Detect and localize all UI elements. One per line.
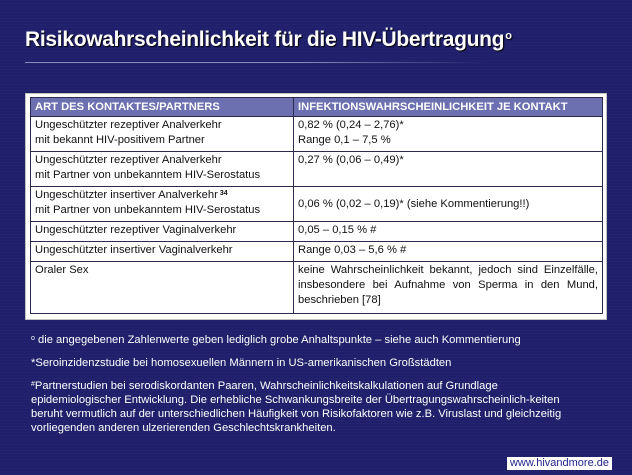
probability-cell: 0,06 % (0,02 – 0,19)* (siehe Kommentierung!!): [294, 187, 603, 222]
contact-cell: Ungeschützter insertiver Vaginalverkehr: [31, 242, 294, 262]
footnotes: [31, 333, 591, 444]
contact-cell: Ungeschützter rezeptiver Analverkehr mit bekannt HIV-positivem Partner: [31, 117, 294, 152]
reference-superscript: 34: [219, 190, 228, 197]
title-underline: [25, 62, 485, 63]
footnote-seroincidence: *Seroinzidenzstudie bei homosexuellen Männern in US-amerikanischen Großstädten: [31, 357, 452, 369]
table-row: [31, 242, 603, 262]
table-panel: [25, 93, 607, 320]
footnote-approximate: $^o$ die angegebenen Zahlenwerte geben lediglich grobe Anhaltspunkte – siehe auch Kommentierung: [31, 334, 521, 346]
table-row: [31, 262, 603, 314]
source-link[interactable]: www.hivandmore.de: [507, 457, 612, 470]
footnote-partner-studies: #Partnerstudien bei serodiskordanten Paaren, Wahrscheinlichkeitskalkulationen auf Grundlage epidemiologischer Entwicklung. Die erhebliche Schwankungsbreite der Übertragungswahrscheinlich-keiten beruht vermutlich auf der unterschiedlichen Häufigkeit von Risikofaktoren wie z.B. Viruslast und gleichzeitig vorliegenden anderen ulzerierenden Geschlechtskrankheiten.: [31, 380, 562, 434]
contact-cell: Oraler Sex: [31, 262, 294, 314]
contact-cell: Ungeschützter rezeptiver Vaginalverkehr: [31, 222, 294, 242]
contact-cell: Ungeschützter insertiver Analverkehr $^{34}$ mit Partner von unbekanntem HIV-Serostatus: [31, 187, 294, 222]
probability-cell: keine Wahrscheinlichkeit bekannt, jedoch sind Einzelfälle, insbesondere bei Aufnahme von Sperma in den Mund, beschrieben [78]: [294, 262, 603, 314]
title-footnote-mark: o: [505, 30, 512, 42]
header-contact: ART DES KONTAKTES/PARTNERS: [31, 98, 294, 117]
probability-cell: 0,27 % (0,06 – 0,49)*: [294, 152, 603, 187]
probability-cell: Range 0,03 – 5,6 % #: [294, 242, 603, 262]
page-title: Risikowahrscheinlichkeit für die HIV-Übertragung$^o$: [25, 28, 512, 51]
probability-cell: 0,05 – 0,15 % #: [294, 222, 603, 242]
contact-cell: Ungeschützter rezeptiver Analverkehr mit Partner von unbekanntem HIV-Serostatus: [31, 152, 294, 187]
probability-cell: 0,82 % (0,24 – 2,76)* Range 0,1 – 7,5 %: [294, 117, 603, 152]
table-header-row: [31, 98, 603, 117]
header-probability: INFEKTIONSWAHRSCHEINLICHKEIT JE KONTAKT: [294, 98, 603, 117]
table-row: [31, 117, 603, 152]
table-row: [31, 187, 603, 222]
risk-table: [30, 97, 603, 314]
table-row: [31, 222, 603, 242]
table-row: [31, 152, 603, 187]
